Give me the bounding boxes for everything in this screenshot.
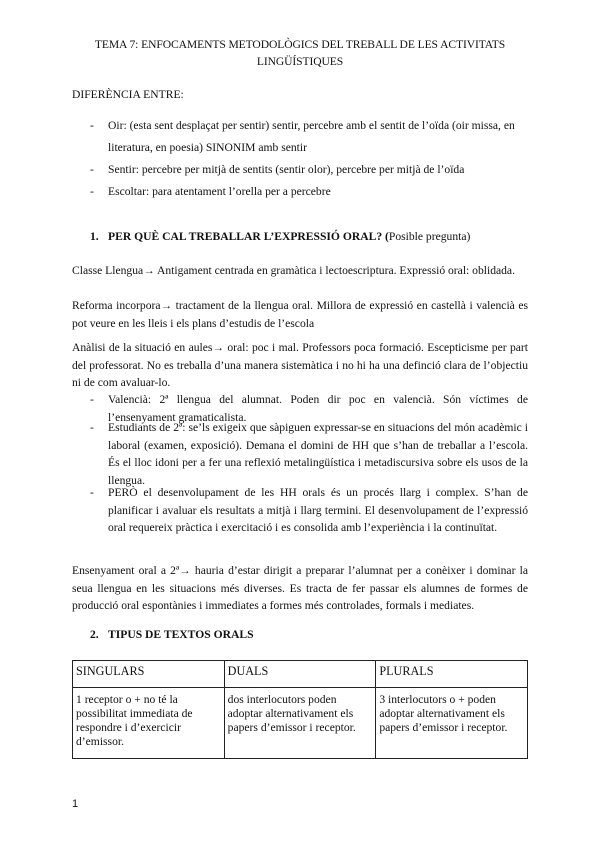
bullet-marker: -: [90, 163, 94, 176]
section-2-title: TIPUS DE TEXTOS ORALS: [108, 628, 254, 641]
tipus-textos-table: [72, 660, 528, 759]
intro-bullet-sentir: Sentir: percebre per mitjà de sentits (sentir olor), percebre per mitjà de l’oïda: [108, 163, 465, 176]
table-row: [73, 688, 528, 759]
document-title: TEMA 7: ENFOCAMENTS METODOLÒGICS DEL TREBALL DE LES ACTIVITATS LINGÜÍSTIQUES: [94, 38, 506, 68]
section-1-bullet-valencia: Valencià: 2ª llengua del alumnat. Poden dir poc en valencià. Són víctimes de l’ensenyament gramaticalista.: [108, 393, 528, 424]
bullet-marker: -: [90, 119, 94, 132]
section-1-paragraph-ensenyament: Ensenyament oral a 2ª→ hauria d’estar dirigit a preparar l’alumnat per a conèixer i dominar la seua llengua en les situacions més diverses. Es tracta de fer passar els alumnes de formes de producció oral espontànies i immediates a formes més controlades, formals i mediates.: [72, 564, 528, 612]
section-2-heading: [90, 628, 254, 641]
page-number: 1: [72, 798, 79, 810]
bullet-marker: -: [90, 393, 94, 406]
table-header-singulars: SINGULARS: [73, 661, 225, 688]
intro-bullet-oir: Oir: (esta sent desplaçat per sentir) sentir, percebre amb el sentit de l’oïda (oir missa, en literatura, en poesia) SINONIM amb sentir: [108, 119, 515, 154]
bullet-marker: -: [90, 185, 94, 198]
section-1-paragraph-classe: Classe Llengua→ Antigament centrada en gramàtica i lectoescriptura. Expressió oral: oblidada.: [72, 264, 515, 277]
table-cell-duals: dos interlocutors poden adoptar alternativament els papers d’emissor i receptor.: [224, 688, 376, 759]
section-1-number: 1.: [90, 230, 99, 243]
table-header-row: [73, 661, 528, 688]
section-2-number: 2.: [90, 628, 99, 641]
bullet-marker: -: [90, 486, 94, 499]
intro-bullet-escoltar: Escoltar: para atentament l’orella per a percebre: [108, 185, 331, 198]
bullet-marker: -: [90, 421, 94, 434]
section-1-note: Posible pregunta): [388, 230, 471, 243]
section-1-bullet-pero: PERÒ el desenvolupament de les HH orals és un procés llarg i complex. S’han de planificar i avaluar els resultats a mitjà i llarg termini. El desenvolupament de l’expressió oral requereix pràctica i exercitació i es consolida amb l’experiència i la continuïtat.: [108, 486, 528, 534]
section-1-paragraph-analisi: Anàlisi de la situació en aules→ oral: poc i mal. Professors poca formació. Escepticisme per part del professorat. No es treballa d’una manera sistemàtica i no hi ha una definció clara de l’objectiu ni de com avaluar-lo.: [72, 341, 528, 389]
section-1-heading: [90, 230, 470, 243]
section-1-bullet-estudiants: Estudiants de 2ª: se’ls exigeix que sàpiguen expressar-se en situacions del món acadèmic i laboral (examen, exposició). Demana el domini de HH que s’han de treballar a l’escola. És el lloc idoni per a fer una reflexió metalingüística i metadiscursiva sobre els usos de la llengua.: [108, 421, 528, 487]
section-1-paragraph-reforma: Reforma incorpora→ tractament de la llengua oral. Millora de expressió en castellà i valencià es pot veure en les lleis i els plans d’estudis de l’escola: [72, 299, 528, 330]
section-1-title: PER QUÈ CAL TREBALLAR L’EXPRESSIÓ ORAL? (: [108, 230, 389, 243]
intro-heading: DIFERÈNCIA ENTRE:: [72, 88, 184, 101]
table-header-duals: DUALS: [224, 661, 376, 688]
table-cell-plurals: 3 interlocutors o + poden adoptar alternativament els papers d’emissor i receptor.: [376, 688, 528, 759]
table-header-plurals: PLURALS: [376, 661, 528, 688]
table-cell-singulars: 1 receptor o + no té la possibilitat immediata de respondre i d’exercicir d’emissor.: [73, 688, 225, 759]
